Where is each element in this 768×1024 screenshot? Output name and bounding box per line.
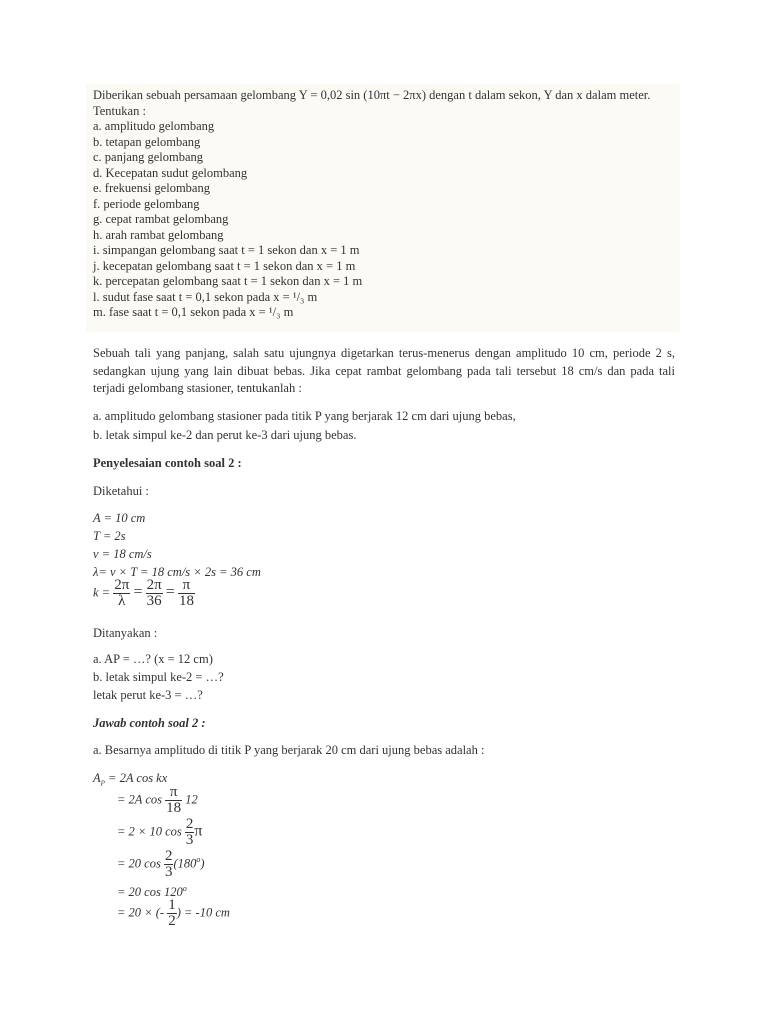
exercise-item: d. Kecepatan sudut gelombang bbox=[93, 165, 248, 180]
known-velocity: v = 18 cm/s bbox=[93, 547, 152, 561]
exercise-item: k. percepatan gelombang saat t = 1 sekon dan x = 1 m bbox=[93, 274, 363, 288]
exercise-intro: Diberikan sebuah persamaan gelombang Y = 0,02 sin (10πt − 2πx) dengan t dalam sekon, Y dan x dalam meter. Tentukan : bbox=[93, 88, 651, 118]
question-b: b. letak simpul ke-2 dan perut ke-3 dari ujung bebas. bbox=[93, 428, 357, 442]
question-a: a. amplitudo gelombang stasioner pada titik P yang berjarak 12 cm dari ujung bebas, bbox=[93, 409, 516, 423]
exercise-item: m. fase saat t = 0,1 sekon pada x = ¹/₃ m bbox=[93, 305, 294, 319]
exercise-item: c. panjang gelombang bbox=[93, 150, 204, 164]
answer-intro: a. Besarnya amplitudo di titik P yang berjarak 20 cm dari ujung bebas adalah : bbox=[93, 743, 485, 757]
step-1: $A_P = 2A$ cos kx bbox=[93, 771, 168, 788]
solution-heading: Penyelesaian contoh soal 2 : bbox=[93, 456, 242, 470]
exercise-item: g. cepat rambat gelombang bbox=[93, 212, 229, 226]
asked-item: a. AP = …? (x = 12 cm) bbox=[93, 652, 213, 666]
exercise-item: i. simpangan gelombang saat t = 1 sekon dan x = 1 m bbox=[93, 243, 360, 257]
asked-label: Ditanyakan : bbox=[93, 626, 158, 640]
wave-number-formula: k = $\frac{2\pi}{\lambda}$ = $\frac{2\pi}{36}$ = $\frac{\pi}{18}$ bbox=[93, 577, 194, 609]
step-5: = 20 cos 120$^o$ bbox=[117, 884, 187, 900]
exercise-item: a. amplitudo gelombang bbox=[93, 119, 215, 133]
step-2: = 2A cos $\frac{\pi}{18}$ 12 bbox=[117, 784, 198, 816]
exercise-item: b. tetapan gelombang bbox=[93, 134, 201, 149]
known-amplitude: A = 10 cm bbox=[93, 511, 146, 525]
step-6: = 20 × (- $\frac{1}{2}$ ) = -10 cm bbox=[117, 897, 230, 929]
exercise-box bbox=[86, 84, 680, 332]
step-3: = 2 × 10 cos $\frac{2}{3}$ π bbox=[117, 816, 203, 848]
exercise-item: f. periode gelombang bbox=[93, 196, 200, 211]
problem-text: Sebuah tali yang panjang, salah satu ujungnya digetarkan terus-menerus dengan amplitudo 10 cm, periode 2 s, sedangkan ujung yang lain dibuat bebas. Jika cepat rambat gelombang pada tali tersebut 18 cm/s dan pada tali terjadi gelombang stasioner, tentukanlah : bbox=[93, 346, 675, 395]
asked-item: letak perut ke-3 = …? bbox=[93, 688, 203, 702]
known-wavelength: λ= v × T = 18 cm/s × 2s = 36 cm bbox=[93, 565, 261, 579]
asked-item: b. letak simpul ke-2 = …? bbox=[93, 670, 224, 684]
answer-heading: Jawab contoh soal 2 : bbox=[93, 716, 206, 730]
exercise-item: h. arah rambat gelombang bbox=[93, 227, 224, 242]
exercise-item: e. frekuensi gelombang bbox=[93, 181, 210, 195]
exercise-item: l. sudut fase saat t = 0,1 sekon pada x = ¹/₃ m bbox=[93, 289, 318, 304]
known-period: T = 2s bbox=[93, 529, 126, 543]
known-label: Diketahui : bbox=[93, 484, 149, 498]
step-4: = 20 cos $\frac{2}{3}$ (180$^o$) bbox=[117, 848, 205, 880]
exercise-item: j. kecepatan gelombang saat t = 1 sekon dan x = 1 m bbox=[93, 258, 356, 273]
